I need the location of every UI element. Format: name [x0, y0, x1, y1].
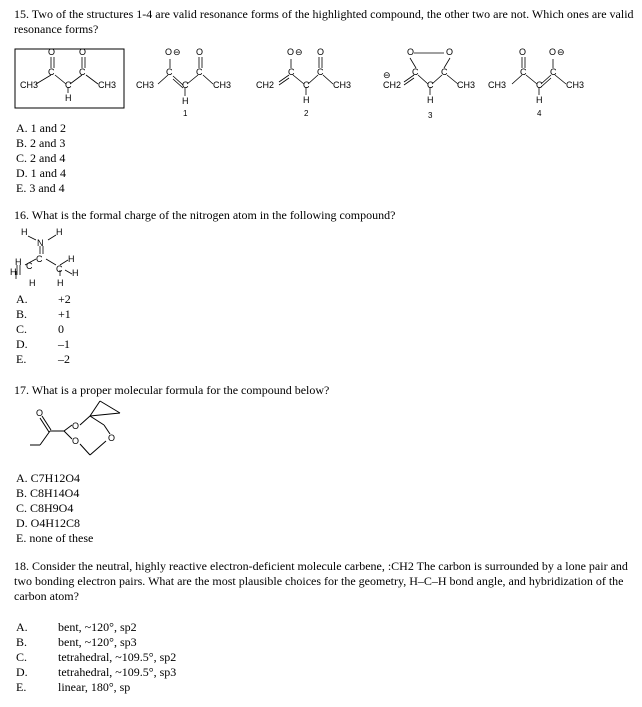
svg-text:O: O [72, 436, 80, 446]
q16-letter-e: E. [16, 352, 27, 366]
svg-text:⊖: ⊖ [295, 47, 303, 57]
structure-label-2: 2 [304, 109, 309, 118]
svg-text:C: C [48, 67, 55, 77]
svg-text:C: C [412, 67, 419, 77]
q18-letter-c: C. [16, 650, 28, 664]
svg-text:O: O [446, 47, 454, 57]
q17-structure [14, 397, 144, 467]
q16-structure [10, 222, 110, 292]
q17-option-b[interactable]: B. C8H14O4 [16, 486, 80, 500]
q17-option-a[interactable]: A. C7H12O4 [16, 471, 81, 485]
svg-text:C: C [182, 80, 189, 90]
q15-option-a[interactable]: A. 1 and 2 [16, 121, 66, 135]
svg-text:C: C [536, 80, 543, 90]
svg-text:O: O [108, 433, 116, 443]
svg-text:CH3: CH3 [20, 80, 39, 90]
svg-text:C: C [196, 67, 203, 77]
svg-text:H: H [72, 268, 79, 278]
svg-text:C: C [520, 67, 527, 77]
svg-text:O: O [549, 47, 557, 57]
svg-text:H: H [303, 95, 310, 105]
q15-text: 15. Two of the structures 1-4 are valid resonance forms of the highlighted compound, the other two are not. Which ones are valid resonance forms? [14, 7, 634, 36]
svg-text:C: C [550, 67, 557, 77]
q16-letter-d: D. [16, 337, 28, 351]
svg-text:O: O [317, 47, 325, 57]
svg-text:O: O [79, 47, 87, 57]
svg-text:C: C [166, 67, 173, 77]
q15-option-d[interactable]: D. 1 and 4 [16, 166, 66, 180]
svg-text:H: H [68, 254, 75, 264]
svg-text:C: C [79, 67, 86, 77]
svg-text:O: O [407, 47, 415, 57]
svg-text:CH3: CH3 [98, 80, 117, 90]
structure-label-1: 1 [183, 109, 188, 118]
q18-answer-b[interactable]: bent, ~120°, sp3 [58, 635, 137, 649]
q17-option-d[interactable]: D. O4H12C8 [16, 516, 81, 530]
q18-answer-e[interactable]: linear, 180°, sp [58, 680, 131, 694]
svg-text:CH3: CH3 [213, 80, 232, 90]
svg-text:C: C [26, 261, 33, 271]
svg-text:C: C [441, 67, 448, 77]
q16-answer-b[interactable]: +1 [58, 307, 71, 321]
q18-answer-c[interactable]: tetrahedral, ~109.5°, sp2 [58, 650, 177, 664]
svg-text:C: C [36, 254, 43, 264]
q18-letter-b: B. [16, 635, 28, 649]
svg-text:⊖: ⊖ [383, 70, 391, 80]
svg-text:H: H [29, 278, 36, 288]
q17-option-e[interactable]: E. none of these [16, 531, 94, 545]
svg-text:⊖: ⊖ [557, 47, 565, 57]
q16-options [0, 292, 200, 372]
svg-text:CH3: CH3 [333, 80, 352, 90]
q16-answer-e[interactable]: –2 [58, 352, 70, 366]
q16-answer-c[interactable]: 0 [58, 322, 64, 336]
svg-text:H: H [57, 278, 64, 288]
svg-text:C: C [288, 67, 295, 77]
svg-text:CH2: CH2 [383, 80, 402, 90]
q18-answer-a[interactable]: bent, ~120°, sp2 [58, 620, 137, 634]
q16-letter-c: C. [16, 322, 28, 336]
svg-text:C: C [303, 80, 310, 90]
q18-letter-a: A. [16, 620, 28, 634]
svg-text:CH3: CH3 [457, 80, 476, 90]
q16-letter-a: A. [16, 292, 28, 306]
svg-text:O: O [196, 47, 204, 57]
q15-option-e[interactable]: E. 3 and 4 [16, 181, 65, 195]
svg-text:H: H [65, 93, 72, 103]
q15-option-c[interactable]: C. 2 and 4 [16, 151, 66, 165]
q15-structures [0, 38, 642, 120]
svg-text:H: H [182, 96, 189, 106]
svg-text:O: O [165, 47, 173, 57]
q18-answer-d[interactable]: tetrahedral, ~109.5°, sp3 [58, 665, 177, 679]
svg-text:O: O [287, 47, 295, 57]
svg-text:H: H [10, 267, 17, 277]
q17-options [16, 471, 93, 546]
svg-text:C: C [65, 80, 72, 90]
svg-text:H: H [15, 257, 22, 267]
structure-label-4: 4 [537, 109, 542, 118]
svg-text:C: C [56, 264, 63, 274]
svg-text:O: O [72, 421, 80, 431]
q16-answer-d[interactable]: –1 [58, 337, 70, 351]
svg-text:⊖: ⊖ [173, 47, 181, 57]
svg-text:C: C [317, 67, 324, 77]
svg-text:H: H [56, 227, 63, 237]
structure-label-3: 3 [428, 111, 433, 120]
q17-option-c[interactable]: C. C8H9O4 [16, 501, 74, 515]
svg-text:CH3: CH3 [566, 80, 585, 90]
svg-text:C: C [427, 80, 434, 90]
q18-letter-e: E. [16, 680, 27, 694]
svg-text:CH3: CH3 [136, 80, 155, 90]
q16-letter-b: B. [16, 307, 28, 321]
q16-text: 16. What is the formal charge of the nitrogen atom in the following compound? [14, 208, 396, 222]
svg-text:O: O [519, 47, 527, 57]
svg-text:CH3: CH3 [488, 80, 507, 90]
q18-letter-d: D. [16, 665, 28, 679]
svg-text:O: O [36, 408, 44, 418]
q16-answer-a[interactable]: +2 [58, 292, 71, 306]
svg-text:O: O [48, 47, 56, 57]
q17-text: 17. What is a proper molecular formula for the compound below? [14, 383, 330, 397]
svg-text:H: H [536, 95, 543, 105]
svg-text:N: N [37, 238, 44, 248]
svg-text:H: H [21, 227, 28, 237]
q18-options [0, 620, 300, 700]
q18-text: 18. Consider the neutral, highly reactive electron-deficient molecule carbene, :CH2 The carbon is surrounded by a lone pair and two bonding electron pairs. What are the most plausible choices for the geometry, H–C–H bond angle, and hybridization of the carbon atom? [14, 559, 628, 603]
svg-text:CH2: CH2 [256, 80, 275, 90]
svg-text:H: H [427, 95, 434, 105]
q15-option-b[interactable]: B. 2 and 3 [16, 136, 66, 150]
q15-options [16, 121, 66, 196]
